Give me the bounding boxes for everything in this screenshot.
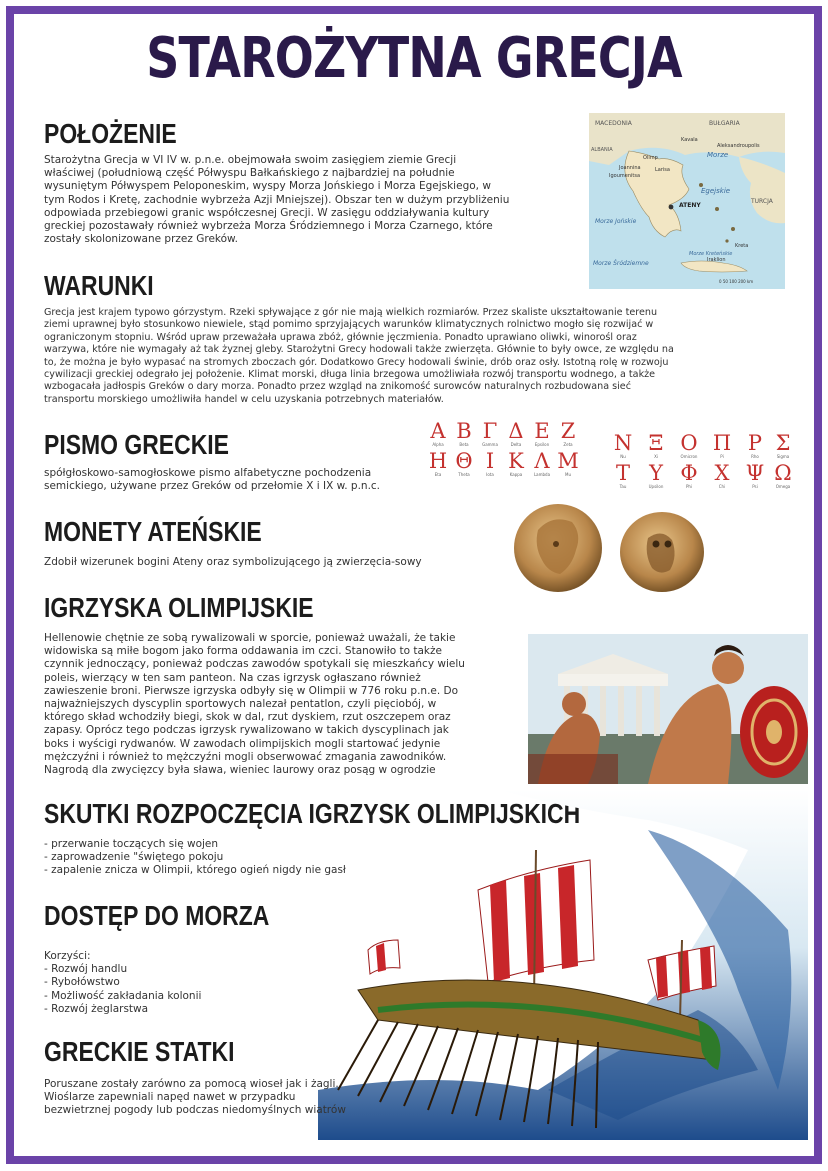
heading-morze: DOSTĘP DO MORZA [44,900,270,931]
map-label: Igoumenitsa [609,173,641,179]
map-label: Aleksandroupolis [717,143,760,149]
map-label: Morze Jońskie [595,218,637,225]
heading-warunki: WARUNKI [44,270,154,301]
greek-letter: Θ Theta [455,449,473,477]
map-label: Joannina [619,165,641,171]
greek-letter: Σ Sigma [775,431,791,459]
list-item: - Rozwój handlu [44,963,128,976]
text-igrzyska: Hellenowie chętnie ze sobą rywalizowali w sporcie, ponieważ uważali, że takie widowiska są miłe bogom jako forma oddawania im czci. Stanowiło to także czynnik jednoczący, ponieważ podczas zawodów spotykali się mieszkańcy wielu poleis, wierzący w ten sam panteon. Na czas igrzysk ogłaszano również zawieszenie broni. Pierwsze igrzyska odbyły się w Olimpii w 776 roku p.n.e. Do najważniejszych dyscyplin sportowych nalezał pentatlon, czyli pięciobój, w którego skład wchodziły biegi, skok w dal, rzut dyskiem, rzut oszczepem oraz zapasy. Oprócz tego podczas igrzysk rywalizowano w takich dyscyplinach jak boks i wyścigi rydwanów. W zawodach olimpijskich mogli startować jedynie mężczyźni i również to mężczyźni mogli obserwować zmagania zawodników. Nagrodą dla zwycięzcy była sława, wieniec laurowy oraz posąg w ogrodzie [44,632,465,777]
text-polozenie: Starożytna Grecja w VI IV w. p.n.e. obejmowała swoim zasięgiem ziemie Grecji właściwej (południową część Półwyspu Bałkańskiego z najbardziej na południe wysuniętym Półwyspem Peloponeskim, wyspy Morza Jońskiego i Morza Egejskiego, w tym Rodos i Kretę, zachodnie wybrzeża Azji Mniejszej). Obszar ten w dużym przybliżeniu odpowiada przebiegowi granic współczesnej Grecji. W zasięgu oddziaływania kultury greckiej pozostawały również wybrzeża Morza Śródziemnego i Morza Czarnego, które zostały skolonizowane przez Greków. [44,154,510,246]
greece-map [589,113,785,289]
map-label: Larisa [655,167,670,173]
greek-letter: Α Alpha [430,419,446,447]
greek-letter: Χ Chi [714,461,730,489]
page-title: STAROŻYTNA GRECJA [146,26,682,91]
heading-polozenie: POŁOŻENIE [44,118,177,149]
map-label: ALBANIA [591,147,613,153]
greek-letter: Γ Gamma [482,419,498,447]
greek-letter: Μ Mu [557,449,579,477]
map-label: Morze [707,151,729,159]
map-label: Iraklion [707,257,726,263]
athenian-coins [512,500,712,595]
map-label: Kreta [735,243,749,249]
heading-pismo: PISMO GRECKIE [44,429,229,460]
map-label: Olimp [643,155,658,161]
map-label: TURCJA [751,198,773,205]
greek-letter: Β Beta [456,419,472,447]
heading-monety: MONETY ATEŃSKIE [44,516,262,547]
olympic-athletes-image [528,634,808,784]
text-pismo: spółgłoskowo-samogłoskowe pismo alfabetyczne pochodzenia semickiego, używane przez Greków od przełomie X i IX w. p.n.c. [44,467,381,493]
list-item: - zapalenie znicza w Olimpii, którego ogień nigdy nie gasł [44,864,346,877]
map-label: Morze Śródziemne [593,260,649,267]
greek-letter: Δ Delta [508,419,524,447]
map-label: Morze Kreteńskie [689,251,733,257]
greek-letter: Κ Kappa [508,449,524,477]
greek-letter: Υ Upsilon [648,461,664,489]
greek-letter: Φ Phi [680,461,698,489]
greek-letter: Ψ Psi [745,461,765,489]
map-label: BUŁGARIA [709,120,740,127]
greek-letter: Ο Omicron [680,431,698,459]
greek-ship-image [318,790,808,1140]
greek-letter: Ι Iota [485,449,495,477]
greek-letter: Τ Tau [615,461,630,489]
list-item: - Rybołówstwo [44,976,120,989]
greek-alphabet [425,420,790,495]
map-scale: 0 50 100 200 km [719,279,754,284]
greek-letter: Ε Epsilon [534,419,550,447]
greek-letter: Ρ Rho [747,431,763,459]
list-skutki [44,838,346,878]
greek-letter: Π Pi [712,431,732,459]
greek-letter: Λ Lambda [533,449,551,477]
greek-letter: Ζ Zeta [560,419,576,447]
list-item: - przerwanie toczących się wojen [44,838,219,850]
heading-statki: GRECKIE STATKI [44,1036,235,1067]
text-monety: Zdobił wizerunek bogini Ateny oraz symbolizującego ją zwierzęcia-sowy [44,556,422,568]
list-item: - Możliwość zakładania kolonii [44,989,202,1002]
list-item: - Rozwój żeglarstwa [44,1002,149,1015]
map-label: MACEDONIA [595,120,632,127]
heading-igrzyska: IGRZYSKA OLIMPIJSKIE [44,592,314,623]
list-item: - zaprowadzenie "świętego pokoju [44,851,224,864]
text-warunki: Grecja jest krajem typowo górzystym. Rzeki spływające z gór nie mają wielkich rozmiarów. Przez skaliste ukształtowanie terenu ziemi uprawnej było stosunkowo niewiele, stąd pomimo sprzyjających warunków klimatycznych rolnictwo mogło się rozwijać w ograniczonym stopniu. Wśród upraw przeważała uprawa zbóż, głównie jęczmienia. Ponadto uprawiano oliwki, winorośl oraz warzywa, które nie wymagały aż tak żyznej gleby. Starożytni Grecy hodowali także zwierzęta. Głównie to były owce, ze względu na to, że można je było wypasać na stromych zboczach gór. Dodatkowo Grecy hodowali świnie, drób oraz osły. Istotną rolę w rozwoju cywilizacji greckiej odegrało jej położenie. Klimat morski, długa linia brzegowa umożliwiała rozwój transportu wodnego, a także wzbogacała jadłospis Greków o dary morza. Ponadto przez wzgląd na znikomość surowców naturalnych rozbudowana sieć transportu morskiego umożliwiła handel w celu uzyskania potrzebnych materiałów. [44,307,674,405]
greek-letter: Ξ Xi [648,431,664,459]
list-morze [44,950,201,1016]
text-statki: Poruszane zostały zarówno za pomocą wioseł jak i żagli. Wioślarze zapewniali napęd nawet w przypadku bezwietrznej pogody lub podczas niedomyślnych wiatrów [44,1078,346,1117]
list-item: Korzyści: [44,950,91,962]
greek-letter: Η Eta [428,449,448,477]
greek-letter: Ν Nu [613,431,633,459]
map-label: ATENY [679,202,701,209]
map-label: Kavala [681,137,698,143]
heading-skutki: SKUTKI ROZPOCZĘCIA IGRZYSK OLIMPIJSKICH [44,798,581,829]
greek-letter: Ω Omega [774,461,792,489]
map-label: Egejskie [701,187,731,195]
